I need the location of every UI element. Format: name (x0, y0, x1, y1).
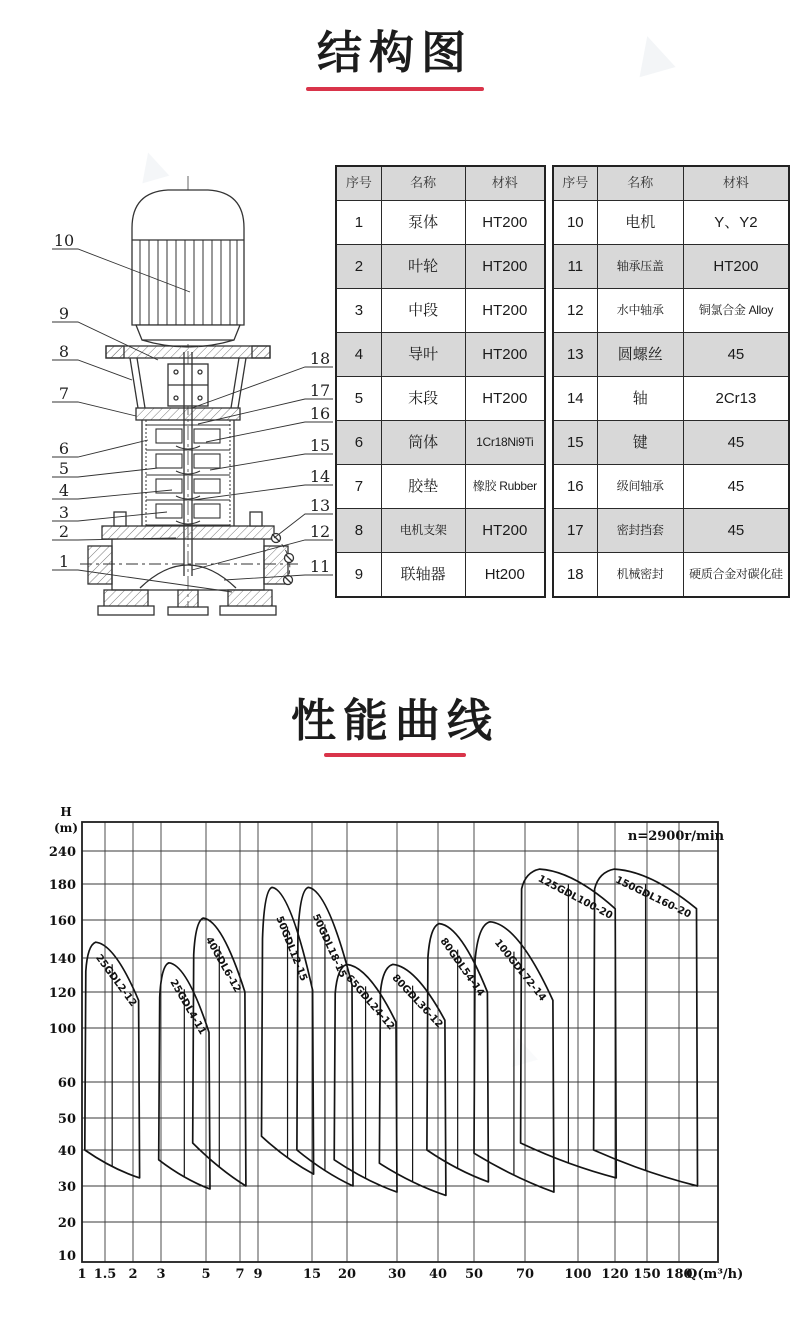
cell-no: 1 (336, 201, 381, 245)
cell-no: 9 (336, 553, 381, 598)
callout-number: 13 (309, 496, 331, 515)
y-tick-label: 30 (57, 1180, 76, 1195)
cell-no: 8 (336, 509, 381, 553)
callout-number: 6 (58, 439, 70, 458)
table-row (553, 553, 789, 598)
parts-table-left (335, 165, 546, 598)
y-tick-label: 100 (48, 1022, 76, 1037)
y-tick-label: 180 (48, 878, 76, 893)
watermark-logo: ▲ (121, 132, 182, 197)
curve-label: 125GDL100-20 (535, 873, 615, 922)
callout-number: 16 (309, 404, 331, 423)
cell-no: 13 (553, 333, 597, 377)
callout-number: 7 (58, 384, 70, 403)
callout-number: 17 (309, 381, 331, 400)
callout-number: 15 (309, 436, 331, 455)
x-tick-label: 100 (564, 1267, 592, 1282)
header-material: 材料 (465, 166, 545, 201)
table-row (553, 289, 789, 333)
table-row (336, 201, 545, 245)
callout-number: 9 (58, 304, 70, 323)
pump-art (80, 190, 298, 615)
table-row (336, 421, 545, 465)
cell-material: 硬质合金对碳化硅 (683, 553, 789, 598)
y-tick-label: 10 (57, 1249, 76, 1264)
y-axis-label: H (60, 805, 72, 819)
callout-number: 8 (58, 342, 70, 361)
cell-material: HT200 (465, 201, 545, 245)
cell-material: HT200 (465, 377, 545, 421)
cell-no: 15 (553, 421, 597, 465)
x-tick-label: 1 (77, 1267, 87, 1282)
x-tick-label: 5 (201, 1267, 211, 1282)
cell-name: 密封挡套 (597, 509, 683, 553)
cell-no: 4 (336, 333, 381, 377)
cell-name: 电机 (597, 201, 683, 245)
title-underline (324, 753, 466, 757)
cell-material: 45 (683, 333, 789, 377)
y-tick-label: 160 (48, 914, 76, 929)
x-tick-label: 9 (253, 1267, 263, 1282)
table-row (553, 201, 789, 245)
cell-name: 电机支架 (381, 509, 465, 553)
parts-table-right (552, 165, 790, 598)
cell-no: 6 (336, 421, 381, 465)
cell-material: 铜氯合金 Alloy (683, 289, 789, 333)
curve-label: 25GDL2-12 (92, 952, 139, 1009)
callout-leader (52, 512, 167, 521)
y-tick-label: 20 (57, 1216, 76, 1231)
cell-material: HT200 (465, 509, 545, 553)
cell-material: HT200 (683, 245, 789, 289)
table-row (553, 465, 789, 509)
cell-no: 18 (553, 553, 597, 598)
curve-label: 65GDL24-12 (343, 972, 397, 1033)
callout-number: 18 (309, 349, 331, 368)
callout-number: 12 (309, 522, 331, 541)
table-row (336, 289, 545, 333)
x-tick-label: 15 (302, 1267, 322, 1282)
callout-number: 1 (58, 552, 70, 571)
cell-material: 2Cr13 (683, 377, 789, 421)
x-tick-label: 50 (464, 1267, 484, 1282)
cell-no: 17 (553, 509, 597, 553)
table-row (336, 333, 545, 377)
cell-name: 叶轮 (381, 245, 465, 289)
table-row (336, 509, 545, 553)
cell-material: HT200 (465, 245, 545, 289)
header-no: 序号 (553, 166, 597, 201)
cell-name: 中段 (381, 289, 465, 333)
pump-structure-diagram (40, 132, 340, 620)
cell-name: 水中轴承 (597, 289, 683, 333)
header-name: 名称 (597, 166, 683, 201)
cell-name: 筒体 (381, 421, 465, 465)
cell-name: 级间轴承 (597, 465, 683, 509)
table-row (553, 333, 789, 377)
cell-no: 7 (336, 465, 381, 509)
callout-leader (52, 402, 136, 416)
cell-material: HT200 (465, 289, 545, 333)
cell-no: 16 (553, 465, 597, 509)
table-row (336, 377, 545, 421)
x-tick-label: 70 (515, 1267, 535, 1282)
cell-name: 胶垫 (381, 465, 465, 509)
cell-no: 3 (336, 289, 381, 333)
cell-no: 11 (553, 245, 597, 289)
y-tick-label: 60 (57, 1076, 76, 1091)
x-axis-label: Q(m³/h) (686, 1267, 744, 1282)
cell-material: Ht200 (465, 553, 545, 598)
callout-leader (52, 360, 132, 380)
curve-label: 150GDL160-20 (613, 874, 693, 921)
table-header-row (336, 166, 545, 201)
watermark-logo: ▲ (491, 1016, 550, 1080)
curve-label: 50GDL18-15 (309, 912, 349, 980)
cell-material: HT200 (465, 333, 545, 377)
x-tick-label: 180 (665, 1267, 693, 1282)
table-row (336, 245, 545, 289)
table-row (336, 553, 545, 598)
x-tick-label: 40 (428, 1267, 448, 1282)
curve-label: 80GDL54-14 (437, 936, 487, 999)
cell-name: 键 (597, 421, 683, 465)
cell-no: 12 (553, 289, 597, 333)
x-tick-label: 2 (128, 1267, 138, 1282)
curve-label: 80GDL36-12 (389, 972, 445, 1031)
y-tick-label: 50 (57, 1112, 76, 1127)
cell-name: 泵体 (381, 201, 465, 245)
table-row (553, 245, 789, 289)
table-header-row (553, 166, 789, 201)
x-tick-label: 3 (156, 1267, 166, 1282)
cell-no: 10 (553, 201, 597, 245)
title-underline (306, 87, 484, 91)
table-row (336, 465, 545, 509)
section-title-structure: 结构图 (316, 26, 473, 79)
header-no: 序号 (336, 166, 381, 201)
watermark-logo: ▲ (611, 7, 692, 95)
speed-annotation: n=2900r/min (627, 829, 725, 844)
y-axis-unit: (m) (53, 821, 79, 835)
x-tick-label: 120 (601, 1267, 629, 1282)
cell-material: 45 (683, 465, 789, 509)
y-tick-label: 120 (48, 986, 76, 1001)
callout-leader (52, 490, 172, 499)
x-tick-label: 1.5 (93, 1267, 117, 1282)
cell-material: 45 (683, 421, 789, 465)
x-tick-label: 150 (633, 1267, 661, 1282)
cell-no: 2 (336, 245, 381, 289)
x-tick-label: 7 (235, 1267, 245, 1282)
header-name: 名称 (381, 166, 465, 201)
y-tick-label: 140 (48, 952, 76, 967)
curve-label: 50GDL12-15 (273, 914, 309, 983)
section-title-performance: 性能曲线 (290, 694, 499, 747)
cell-name: 轴承压盖 (597, 245, 683, 289)
parts-table (335, 165, 790, 598)
curve-label: 25GDL4-11 (167, 977, 208, 1037)
performance-chart (30, 800, 770, 1300)
callout-leader (52, 570, 232, 592)
y-tick-label: 240 (48, 845, 76, 860)
callout-number: 5 (58, 459, 70, 478)
callout-number: 10 (53, 231, 75, 250)
table-row (553, 377, 789, 421)
cell-name: 轴 (597, 377, 683, 421)
callout-number: 3 (58, 503, 70, 522)
cell-material: Y、Y2 (683, 201, 789, 245)
cell-material: 橡胶 Rubber (465, 465, 545, 509)
table-row (553, 509, 789, 553)
cell-name: 导叶 (381, 333, 465, 377)
cell-material: 45 (683, 509, 789, 553)
cell-name: 圆螺丝 (597, 333, 683, 377)
cell-name: 机械密封 (597, 553, 683, 598)
callout-number: 11 (309, 557, 331, 576)
callout-number: 2 (58, 522, 70, 541)
cell-material: 1Cr18Ni9Ti (465, 421, 545, 465)
callout-number: 4 (58, 481, 70, 500)
curve-label: 100GDL72-14 (491, 937, 548, 1004)
cell-name: 联轴器 (381, 553, 465, 598)
x-tick-label: 30 (387, 1267, 407, 1282)
cell-no: 14 (553, 377, 597, 421)
x-tick-label: 20 (337, 1267, 357, 1282)
y-tick-label: 40 (57, 1144, 76, 1159)
curve-label: 40GDL6-12 (202, 935, 243, 995)
table-row (553, 421, 789, 465)
cell-no: 5 (336, 377, 381, 421)
cell-name: 末段 (381, 377, 465, 421)
header-material: 材料 (683, 166, 789, 201)
callout-number: 14 (309, 467, 331, 486)
